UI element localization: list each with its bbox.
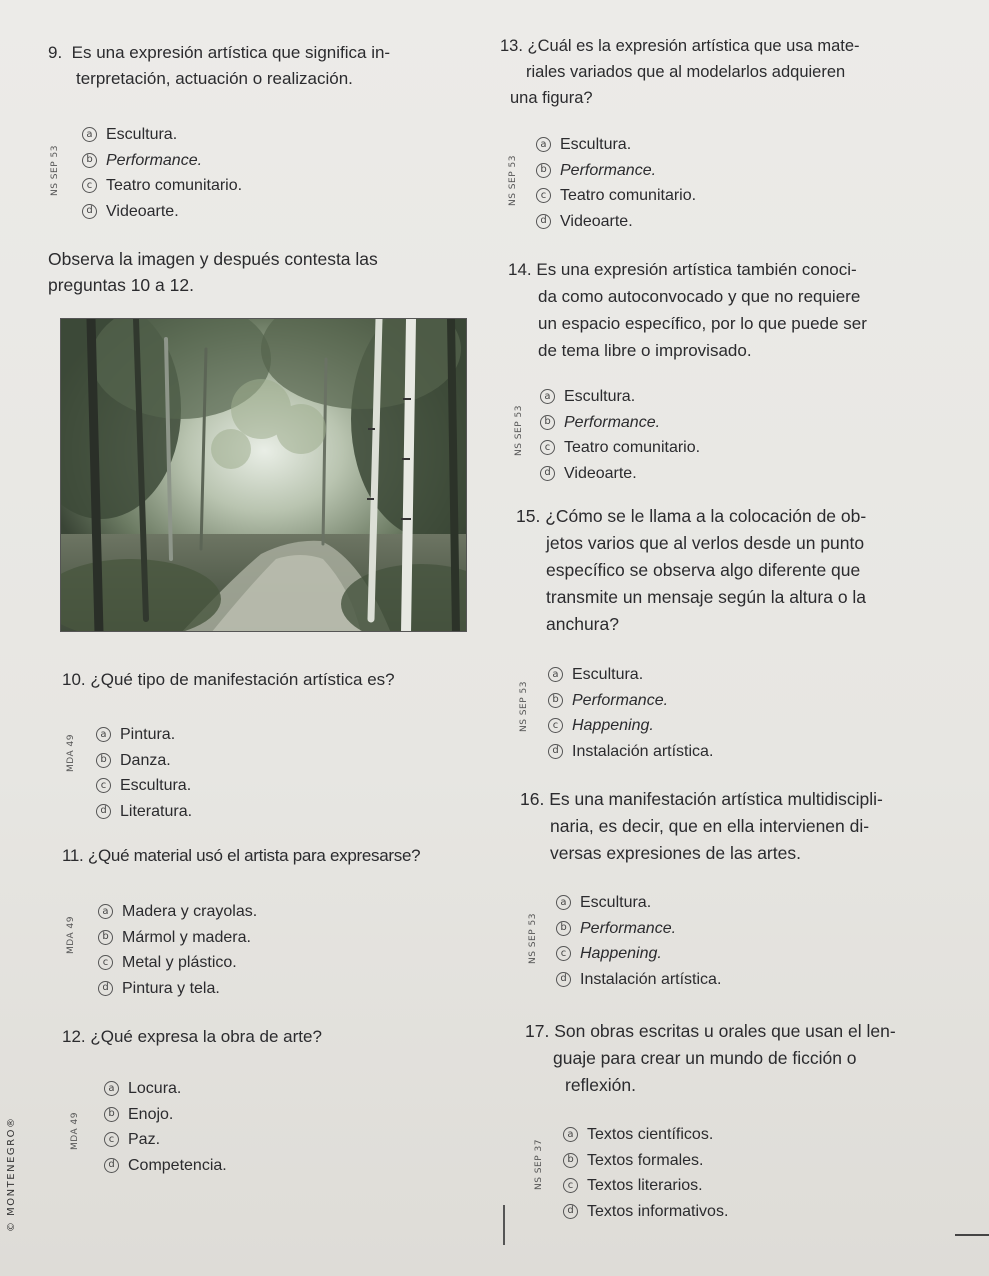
option-letter-icon: a xyxy=(556,895,571,910)
q11-option-c[interactable] xyxy=(98,950,257,976)
q9-code: NS SEP 53 xyxy=(50,145,60,196)
option-letter-icon: b xyxy=(548,693,563,708)
q17-number: 17. xyxy=(525,1021,550,1041)
intro-instructions xyxy=(48,246,468,298)
q16-option-c[interactable] xyxy=(556,941,721,967)
q14-text-line3: un espacio específico, por lo que puede ser xyxy=(538,314,867,333)
option-label: Escultura. xyxy=(564,388,636,405)
q17-option-d[interactable] xyxy=(563,1199,728,1225)
q15-text-line3: específico se observa algo diferente que xyxy=(546,560,861,580)
q9-option-a[interactable] xyxy=(82,122,242,148)
q9-option-b[interactable] xyxy=(82,148,242,174)
q11-option-a[interactable] xyxy=(98,899,257,925)
option-label: Instalación artística. xyxy=(572,742,714,760)
option-label: Performance. xyxy=(564,413,661,431)
option-letter-icon: b xyxy=(82,153,97,168)
q16-text-line2: naria, es decir, que en ella intervienen di- xyxy=(550,816,870,836)
q11-text: ¿Qué material usó el artista para expresarse? xyxy=(87,846,421,865)
q12-option-d[interactable] xyxy=(104,1153,227,1179)
q14-option-b[interactable] xyxy=(540,410,700,436)
option-label: Enojo. xyxy=(128,1105,174,1123)
q10-option-b[interactable] xyxy=(96,748,192,774)
option-label: Mármol y madera. xyxy=(122,928,251,946)
q15-code: NS SEP 53 xyxy=(519,681,529,732)
q9-text-line2: terpretación, actuación o realización. xyxy=(76,69,353,88)
option-label: Danza. xyxy=(120,751,171,769)
q16-text-line3: versas expresiones de las artes. xyxy=(550,843,801,863)
option-label: Metal y plástico. xyxy=(122,954,237,971)
option-letter-icon: d xyxy=(540,466,555,481)
option-letter-icon: b xyxy=(563,1153,578,1168)
option-label: Competencia. xyxy=(128,1156,227,1174)
option-letter-icon: d xyxy=(82,204,97,219)
option-letter-icon: a xyxy=(104,1081,119,1096)
question-16 xyxy=(520,786,960,867)
option-letter-icon: a xyxy=(96,727,111,742)
option-label: Teatro comunitario. xyxy=(564,439,701,456)
option-letter-icon: d xyxy=(104,1158,119,1173)
option-label: Escultura. xyxy=(572,666,644,683)
option-letter-icon: b xyxy=(96,753,111,768)
q14-option-c[interactable] xyxy=(540,435,700,461)
q17-option-b[interactable] xyxy=(563,1148,728,1174)
q12-option-b[interactable] xyxy=(104,1102,227,1128)
question-15 xyxy=(516,503,946,638)
q14-text-line1: Es una expresión artística también conoci- xyxy=(536,260,857,279)
q15-options xyxy=(548,662,713,764)
option-letter-icon: c xyxy=(548,718,563,733)
q14-text-line4: de tema libre o improvisado. xyxy=(538,341,752,360)
q13-number: 13. xyxy=(500,37,523,55)
option-label: Performance. xyxy=(572,691,669,709)
q16-text-line1: Es una manifestación artística multidiscipli- xyxy=(549,789,883,809)
option-letter-icon: c xyxy=(82,178,97,193)
option-letter-icon: a xyxy=(536,137,551,152)
option-label: Locura. xyxy=(128,1080,182,1097)
publisher-brand: © MONTENEGRO® xyxy=(6,1116,17,1232)
q9-options xyxy=(82,122,242,224)
option-label: Happening. xyxy=(580,945,662,962)
option-letter-icon: d xyxy=(563,1204,578,1219)
option-letter-icon: c xyxy=(98,955,113,970)
q17-option-a[interactable] xyxy=(563,1122,728,1148)
q9-option-d[interactable] xyxy=(82,199,242,225)
q12-options xyxy=(104,1076,227,1178)
q17-options xyxy=(563,1122,728,1224)
q14-text-line2: da como autoconvocado y que no requiere xyxy=(538,287,861,306)
q11-number: 11. xyxy=(62,846,84,865)
q15-text-line5: anchura? xyxy=(546,614,619,634)
option-letter-icon: c xyxy=(540,440,555,455)
forest-painting-image xyxy=(60,318,467,632)
option-label: Pintura. xyxy=(120,726,176,743)
q13-code: NS SEP 53 xyxy=(508,155,518,206)
option-letter-icon: a xyxy=(548,667,563,682)
q13-text-line2: riales variados que al modelarlos adquieren xyxy=(526,63,846,81)
q16-option-a[interactable] xyxy=(556,890,721,916)
q15-text-line4: transmite un mensaje según la altura o la xyxy=(546,587,867,607)
q13-text-line1: ¿Cuál es la expresión artística que usa mate- xyxy=(527,37,860,55)
q17-text-line3: reflexión. xyxy=(565,1075,637,1095)
option-letter-icon: c xyxy=(104,1132,119,1147)
option-letter-icon: b xyxy=(556,921,571,936)
q13-option-d[interactable] xyxy=(536,209,696,235)
q10-option-d[interactable] xyxy=(96,799,192,825)
option-label: Teatro comunitario. xyxy=(560,187,697,204)
option-letter-icon: d xyxy=(536,214,551,229)
option-label: Videoarte. xyxy=(106,202,179,220)
option-letter-icon: c xyxy=(563,1178,578,1193)
option-letter-icon: d xyxy=(556,972,571,987)
option-letter-icon: a xyxy=(540,389,555,404)
q15-option-a[interactable] xyxy=(548,662,713,688)
intro-line2: preguntas 10 a 12. xyxy=(48,275,194,295)
option-label: Performance. xyxy=(560,161,657,179)
option-letter-icon: a xyxy=(98,904,113,919)
question-9 xyxy=(48,40,468,92)
option-label: Videoarte. xyxy=(564,464,637,482)
question-10 xyxy=(62,667,482,693)
q9-number: 9. xyxy=(48,43,63,62)
option-label: Performance. xyxy=(580,919,677,937)
q13-options xyxy=(536,132,696,234)
q11-option-d[interactable] xyxy=(98,976,257,1002)
question-11 xyxy=(62,843,502,869)
question-14 xyxy=(508,256,948,364)
q11-code: MDA 49 xyxy=(66,915,76,954)
question-12 xyxy=(62,1024,482,1050)
q13-option-a[interactable] xyxy=(536,132,696,158)
option-letter-icon: b xyxy=(540,415,555,430)
option-label: Teatro comunitario. xyxy=(106,177,243,194)
option-label: Madera y crayolas. xyxy=(122,903,258,920)
option-label: Escultura. xyxy=(120,777,192,794)
q16-option-d[interactable] xyxy=(556,967,721,993)
option-letter-icon: d xyxy=(98,981,113,996)
q16-number: 16. xyxy=(520,789,545,809)
option-label: Happening. xyxy=(572,717,654,734)
option-label: Pintura y tela. xyxy=(122,979,220,997)
q16-options xyxy=(556,890,721,992)
q13-option-b[interactable] xyxy=(536,158,696,184)
q11-options xyxy=(98,899,257,1001)
corner-mark xyxy=(955,1234,989,1236)
q17-code: NS SEP 37 xyxy=(534,1139,544,1190)
q10-code: MDA 49 xyxy=(66,733,76,772)
q17-text-line1: Son obras escritas u orales que usan el len- xyxy=(554,1021,896,1041)
intro-line1: Observa la imagen y después contesta las xyxy=(48,249,378,269)
option-letter-icon: c xyxy=(536,188,551,203)
q15-option-d[interactable] xyxy=(548,739,713,765)
q9-option-c[interactable] xyxy=(82,173,242,199)
q13-text-line3: una figura? xyxy=(510,89,593,107)
column-divider xyxy=(503,1205,505,1245)
q12-number: 12. xyxy=(62,1027,86,1046)
option-label: Textos formales. xyxy=(587,1151,704,1169)
q11-option-b[interactable] xyxy=(98,925,257,951)
q14-code: NS SEP 53 xyxy=(514,405,524,456)
option-label: Videoarte. xyxy=(560,212,633,230)
q10-text: ¿Qué tipo de manifestación artística es? xyxy=(90,670,395,689)
q12-code: MDA 49 xyxy=(70,1111,80,1150)
option-letter-icon: c xyxy=(96,778,111,793)
q12-text: ¿Qué expresa la obra de arte? xyxy=(90,1027,322,1046)
option-label: Performance. xyxy=(106,151,203,169)
option-letter-icon: c xyxy=(556,946,571,961)
q17-text-line2: guaje para crear un mundo de ficción o xyxy=(553,1048,857,1068)
q14-option-d[interactable] xyxy=(540,461,700,487)
q10-option-a[interactable] xyxy=(96,722,192,748)
option-label: Textos literarios. xyxy=(587,1177,703,1194)
option-letter-icon: b xyxy=(536,163,551,178)
q15-text-line2: jetos varios que al verlos desde un punto xyxy=(546,533,865,553)
option-label: Textos científicos. xyxy=(587,1126,714,1143)
q16-code: NS SEP 53 xyxy=(528,913,538,964)
q15-text-line1: ¿Cómo se le llama a la colocación de ob- xyxy=(545,506,867,526)
q17-option-c[interactable] xyxy=(563,1173,728,1199)
option-label: Textos informativos. xyxy=(587,1202,729,1220)
option-label: Literatura. xyxy=(120,802,193,820)
option-label: Escultura. xyxy=(106,126,178,143)
option-label: Escultura. xyxy=(580,894,652,911)
q15-option-c[interactable] xyxy=(548,713,713,739)
q14-number: 14. xyxy=(508,260,532,279)
q15-number: 15. xyxy=(516,506,541,526)
q12-option-c[interactable] xyxy=(104,1127,227,1153)
option-label: Paz. xyxy=(128,1131,161,1148)
option-letter-icon: d xyxy=(548,744,563,759)
option-letter-icon: b xyxy=(104,1107,119,1122)
q13-option-c[interactable] xyxy=(536,183,696,209)
option-label: Instalación artística. xyxy=(580,970,722,988)
q10-option-c[interactable] xyxy=(96,773,192,799)
question-17 xyxy=(525,1018,965,1099)
q9-text-line1: Es una expresión artística que significa in- xyxy=(71,43,391,62)
option-letter-icon: d xyxy=(96,804,111,819)
q10-number: 10. xyxy=(62,670,86,689)
option-letter-icon: b xyxy=(98,930,113,945)
option-label: Escultura. xyxy=(560,136,632,153)
q12-option-a[interactable] xyxy=(104,1076,227,1102)
q14-options xyxy=(540,384,700,486)
q15-option-b[interactable] xyxy=(548,688,713,714)
question-13 xyxy=(500,33,940,111)
option-letter-icon: a xyxy=(82,127,97,142)
q14-option-a[interactable] xyxy=(540,384,700,410)
option-letter-icon: a xyxy=(563,1127,578,1142)
q16-option-b[interactable] xyxy=(556,916,721,942)
q10-options xyxy=(96,722,192,824)
